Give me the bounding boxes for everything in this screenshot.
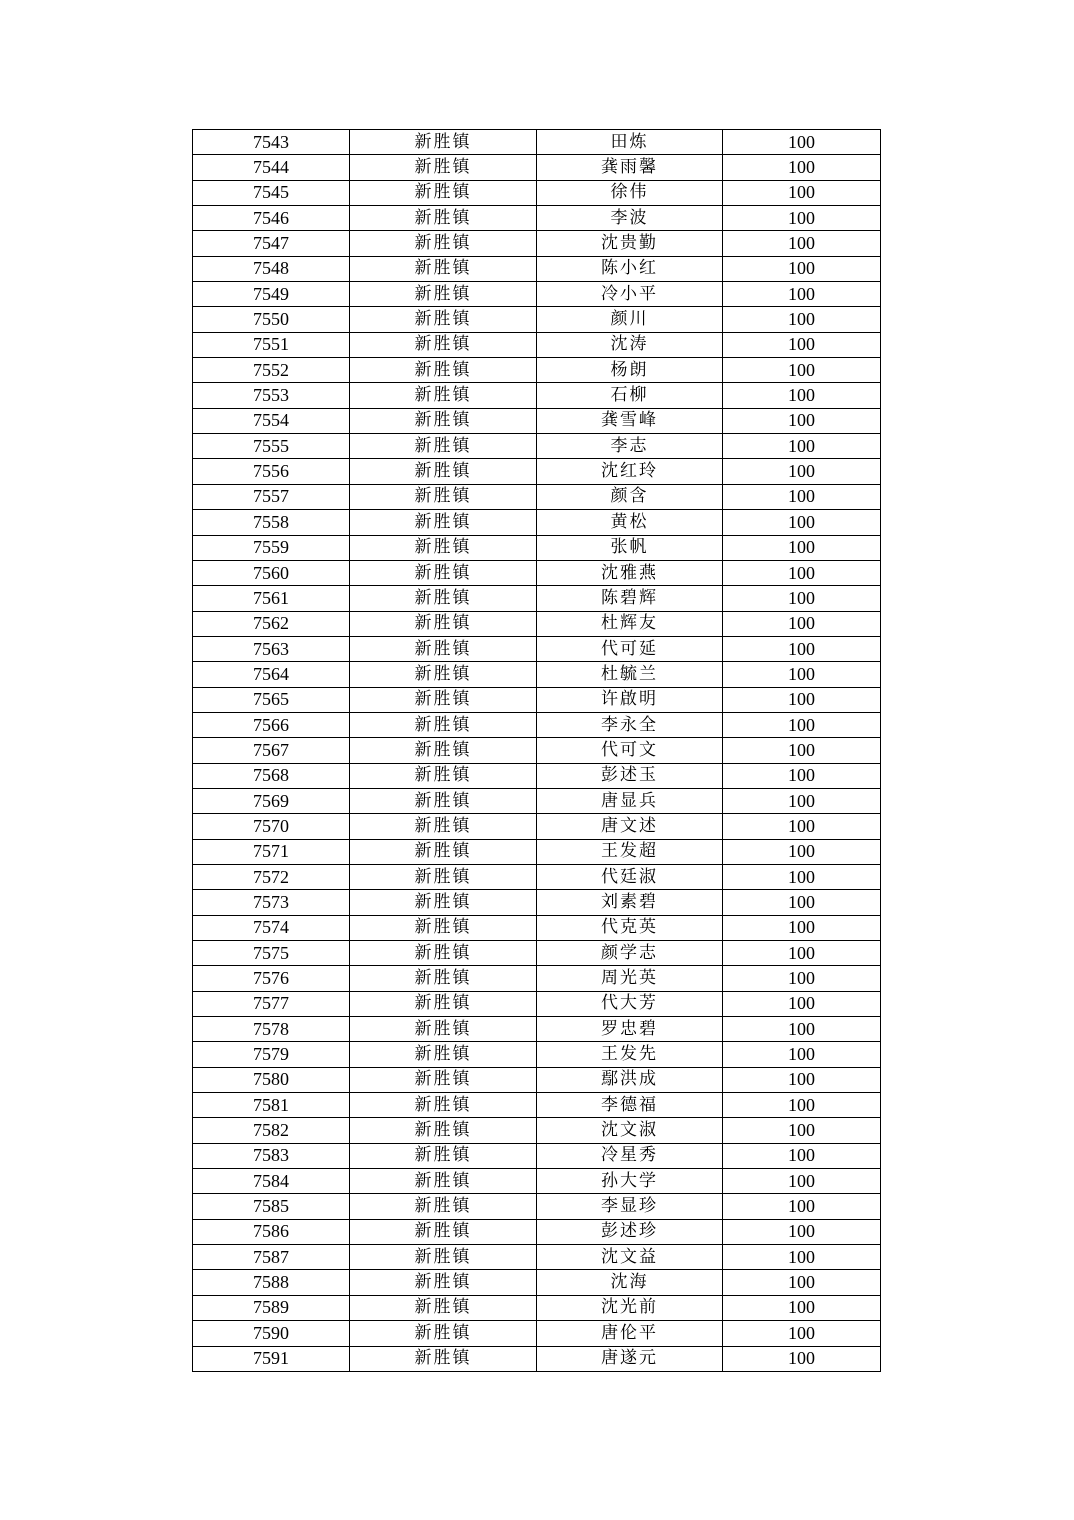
- person-name-cell: 张帆: [537, 535, 723, 560]
- table-row: [193, 1118, 881, 1143]
- row-number-cell: 7586: [193, 1219, 350, 1244]
- row-number-cell: 7571: [193, 839, 350, 864]
- amount-cell: 100: [723, 1270, 881, 1295]
- amount-cell: 100: [723, 611, 881, 636]
- amount-cell: 100: [723, 1118, 881, 1143]
- roster-table-body: [193, 130, 881, 1372]
- table-row: [193, 1017, 881, 1042]
- town-cell: 新胜镇: [350, 459, 537, 484]
- person-name-cell: 沈海: [537, 1270, 723, 1295]
- town-cell: 新胜镇: [350, 890, 537, 915]
- person-name-cell: 李波: [537, 206, 723, 231]
- amount-cell: 100: [723, 206, 881, 231]
- table-row: [193, 1270, 881, 1295]
- town-cell: 新胜镇: [350, 1270, 537, 1295]
- table-row: [193, 890, 881, 915]
- amount-cell: 100: [723, 358, 881, 383]
- row-number-cell: 7563: [193, 636, 350, 661]
- town-cell: 新胜镇: [350, 1219, 537, 1244]
- amount-cell: 100: [723, 991, 881, 1016]
- table-row: [193, 1245, 881, 1270]
- table-row: [193, 814, 881, 839]
- person-name-cell: 龚雪峰: [537, 408, 723, 433]
- amount-cell: 100: [723, 282, 881, 307]
- row-number-cell: 7581: [193, 1093, 350, 1118]
- table-row: [193, 408, 881, 433]
- table-row: [193, 941, 881, 966]
- person-name-cell: 徐伟: [537, 180, 723, 205]
- table-row: [193, 1295, 881, 1320]
- row-number-cell: 7565: [193, 687, 350, 712]
- table-row: [193, 788, 881, 813]
- town-cell: 新胜镇: [350, 1169, 537, 1194]
- table-row: [193, 763, 881, 788]
- table-row: [193, 231, 881, 256]
- amount-cell: 100: [723, 941, 881, 966]
- table-row: [193, 434, 881, 459]
- row-number-cell: 7572: [193, 864, 350, 889]
- town-cell: 新胜镇: [350, 915, 537, 940]
- amount-cell: 100: [723, 155, 881, 180]
- table-row: [193, 611, 881, 636]
- town-cell: 新胜镇: [350, 839, 537, 864]
- person-name-cell: 李德福: [537, 1093, 723, 1118]
- table-row: [193, 256, 881, 281]
- person-name-cell: 李志: [537, 434, 723, 459]
- town-cell: 新胜镇: [350, 130, 537, 155]
- town-cell: 新胜镇: [350, 788, 537, 813]
- amount-cell: 100: [723, 560, 881, 585]
- row-number-cell: 7546: [193, 206, 350, 231]
- table-row: [193, 1169, 881, 1194]
- town-cell: 新胜镇: [350, 1245, 537, 1270]
- person-name-cell: 杜辉友: [537, 611, 723, 636]
- row-number-cell: 7556: [193, 459, 350, 484]
- row-number-cell: 7553: [193, 383, 350, 408]
- amount-cell: 100: [723, 256, 881, 281]
- town-cell: 新胜镇: [350, 814, 537, 839]
- amount-cell: 100: [723, 484, 881, 509]
- amount-cell: 100: [723, 332, 881, 357]
- amount-cell: 100: [723, 1042, 881, 1067]
- row-number-cell: 7544: [193, 155, 350, 180]
- table-row: [193, 282, 881, 307]
- town-cell: 新胜镇: [350, 560, 537, 585]
- table-row: [193, 915, 881, 940]
- amount-cell: 100: [723, 1219, 881, 1244]
- amount-cell: 100: [723, 1093, 881, 1118]
- table-row: [193, 180, 881, 205]
- table-row: [193, 535, 881, 560]
- row-number-cell: 7558: [193, 510, 350, 535]
- row-number-cell: 7545: [193, 180, 350, 205]
- amount-cell: 100: [723, 586, 881, 611]
- person-name-cell: 周光英: [537, 966, 723, 991]
- town-cell: 新胜镇: [350, 966, 537, 991]
- table-row: [193, 864, 881, 889]
- row-number-cell: 7557: [193, 484, 350, 509]
- row-number-cell: 7560: [193, 560, 350, 585]
- table-row: [193, 206, 881, 231]
- amount-cell: 100: [723, 763, 881, 788]
- person-name-cell: 沈涛: [537, 332, 723, 357]
- table-row: [193, 484, 881, 509]
- town-cell: 新胜镇: [350, 1118, 537, 1143]
- row-number-cell: 7574: [193, 915, 350, 940]
- person-name-cell: 冷小平: [537, 282, 723, 307]
- row-number-cell: 7577: [193, 991, 350, 1016]
- town-cell: 新胜镇: [350, 383, 537, 408]
- town-cell: 新胜镇: [350, 1295, 537, 1320]
- person-name-cell: 代克英: [537, 915, 723, 940]
- town-cell: 新胜镇: [350, 941, 537, 966]
- town-cell: 新胜镇: [350, 1346, 537, 1371]
- table-row: [193, 636, 881, 661]
- table-row: [193, 155, 881, 180]
- row-number-cell: 7550: [193, 307, 350, 332]
- town-cell: 新胜镇: [350, 1067, 537, 1092]
- row-number-cell: 7569: [193, 788, 350, 813]
- amount-cell: 100: [723, 1017, 881, 1042]
- amount-cell: 100: [723, 864, 881, 889]
- row-number-cell: 7566: [193, 712, 350, 737]
- row-number-cell: 7554: [193, 408, 350, 433]
- row-number-cell: 7549: [193, 282, 350, 307]
- town-cell: 新胜镇: [350, 1194, 537, 1219]
- table-row: [193, 560, 881, 585]
- person-name-cell: 王发超: [537, 839, 723, 864]
- amount-cell: 100: [723, 383, 881, 408]
- person-name-cell: 王发先: [537, 1042, 723, 1067]
- table-row: [193, 383, 881, 408]
- person-name-cell: 田炼: [537, 130, 723, 155]
- person-name-cell: 代可文: [537, 738, 723, 763]
- table-row: [193, 712, 881, 737]
- table-row: [193, 510, 881, 535]
- amount-cell: 100: [723, 307, 881, 332]
- person-name-cell: 沈光前: [537, 1295, 723, 1320]
- row-number-cell: 7588: [193, 1270, 350, 1295]
- town-cell: 新胜镇: [350, 1017, 537, 1042]
- amount-cell: 100: [723, 1143, 881, 1168]
- amount-cell: 100: [723, 1321, 881, 1346]
- town-cell: 新胜镇: [350, 1093, 537, 1118]
- amount-cell: 100: [723, 130, 881, 155]
- amount-cell: 100: [723, 408, 881, 433]
- person-name-cell: 杜毓兰: [537, 662, 723, 687]
- amount-cell: 100: [723, 738, 881, 763]
- person-name-cell: 刘素碧: [537, 890, 723, 915]
- row-number-cell: 7579: [193, 1042, 350, 1067]
- amount-cell: 100: [723, 434, 881, 459]
- table-row: [193, 130, 881, 155]
- amount-cell: 100: [723, 839, 881, 864]
- table-row: [193, 991, 881, 1016]
- amount-cell: 100: [723, 687, 881, 712]
- amount-cell: 100: [723, 1194, 881, 1219]
- person-name-cell: 代可延: [537, 636, 723, 661]
- town-cell: 新胜镇: [350, 738, 537, 763]
- amount-cell: 100: [723, 231, 881, 256]
- row-number-cell: 7555: [193, 434, 350, 459]
- amount-cell: 100: [723, 180, 881, 205]
- amount-cell: 100: [723, 459, 881, 484]
- town-cell: 新胜镇: [350, 636, 537, 661]
- person-name-cell: 石柳: [537, 383, 723, 408]
- row-number-cell: 7552: [193, 358, 350, 383]
- amount-cell: 100: [723, 1295, 881, 1320]
- person-name-cell: 唐伦平: [537, 1321, 723, 1346]
- row-number-cell: 7578: [193, 1017, 350, 1042]
- row-number-cell: 7582: [193, 1118, 350, 1143]
- table-row: [193, 307, 881, 332]
- amount-cell: 100: [723, 890, 881, 915]
- town-cell: 新胜镇: [350, 408, 537, 433]
- person-name-cell: 代廷淑: [537, 864, 723, 889]
- amount-cell: 100: [723, 712, 881, 737]
- row-number-cell: 7584: [193, 1169, 350, 1194]
- town-cell: 新胜镇: [350, 282, 537, 307]
- amount-cell: 100: [723, 814, 881, 839]
- amount-cell: 100: [723, 535, 881, 560]
- table-row: [193, 1346, 881, 1371]
- person-name-cell: 沈贵勤: [537, 231, 723, 256]
- person-name-cell: 颜含: [537, 484, 723, 509]
- person-name-cell: 唐显兵: [537, 788, 723, 813]
- amount-cell: 100: [723, 1346, 881, 1371]
- amount-cell: 100: [723, 510, 881, 535]
- town-cell: 新胜镇: [350, 358, 537, 383]
- table-row: [193, 966, 881, 991]
- person-name-cell: 鄢洪成: [537, 1067, 723, 1092]
- table-row: [193, 332, 881, 357]
- person-name-cell: 杨朗: [537, 358, 723, 383]
- town-cell: 新胜镇: [350, 864, 537, 889]
- row-number-cell: 7587: [193, 1245, 350, 1270]
- town-cell: 新胜镇: [350, 535, 537, 560]
- town-cell: 新胜镇: [350, 1042, 537, 1067]
- town-cell: 新胜镇: [350, 712, 537, 737]
- person-name-cell: 黄松: [537, 510, 723, 535]
- town-cell: 新胜镇: [350, 332, 537, 357]
- town-cell: 新胜镇: [350, 991, 537, 1016]
- row-number-cell: 7590: [193, 1321, 350, 1346]
- row-number-cell: 7576: [193, 966, 350, 991]
- amount-cell: 100: [723, 788, 881, 813]
- row-number-cell: 7551: [193, 332, 350, 357]
- row-number-cell: 7548: [193, 256, 350, 281]
- person-name-cell: 彭述玉: [537, 763, 723, 788]
- town-cell: 新胜镇: [350, 763, 537, 788]
- person-name-cell: 李永全: [537, 712, 723, 737]
- table-row: [193, 1219, 881, 1244]
- table-row: [193, 459, 881, 484]
- town-cell: 新胜镇: [350, 155, 537, 180]
- row-number-cell: 7559: [193, 535, 350, 560]
- person-name-cell: 罗忠碧: [537, 1017, 723, 1042]
- town-cell: 新胜镇: [350, 1321, 537, 1346]
- table-row: [193, 687, 881, 712]
- row-number-cell: 7585: [193, 1194, 350, 1219]
- row-number-cell: 7580: [193, 1067, 350, 1092]
- table-row: [193, 1194, 881, 1219]
- table-row: [193, 1042, 881, 1067]
- person-name-cell: 代大芳: [537, 991, 723, 1016]
- table-row: [193, 738, 881, 763]
- roster-table: [192, 129, 881, 1372]
- table-row: [193, 662, 881, 687]
- row-number-cell: 7568: [193, 763, 350, 788]
- person-name-cell: 许啟明: [537, 687, 723, 712]
- person-name-cell: 颜川: [537, 307, 723, 332]
- row-number-cell: 7562: [193, 611, 350, 636]
- town-cell: 新胜镇: [350, 206, 537, 231]
- row-number-cell: 7567: [193, 738, 350, 763]
- amount-cell: 100: [723, 1169, 881, 1194]
- row-number-cell: 7543: [193, 130, 350, 155]
- town-cell: 新胜镇: [350, 662, 537, 687]
- row-number-cell: 7564: [193, 662, 350, 687]
- town-cell: 新胜镇: [350, 307, 537, 332]
- person-name-cell: 唐遂元: [537, 1346, 723, 1371]
- amount-cell: 100: [723, 1245, 881, 1270]
- town-cell: 新胜镇: [350, 256, 537, 281]
- table-row: [193, 1067, 881, 1092]
- row-number-cell: 7570: [193, 814, 350, 839]
- person-name-cell: 陈小红: [537, 256, 723, 281]
- amount-cell: 100: [723, 662, 881, 687]
- row-number-cell: 7575: [193, 941, 350, 966]
- person-name-cell: 陈碧辉: [537, 586, 723, 611]
- town-cell: 新胜镇: [350, 434, 537, 459]
- person-name-cell: 沈雅燕: [537, 560, 723, 585]
- row-number-cell: 7561: [193, 586, 350, 611]
- town-cell: 新胜镇: [350, 231, 537, 256]
- table-row: [193, 1143, 881, 1168]
- amount-cell: 100: [723, 966, 881, 991]
- town-cell: 新胜镇: [350, 1143, 537, 1168]
- amount-cell: 100: [723, 1067, 881, 1092]
- row-number-cell: 7583: [193, 1143, 350, 1168]
- person-name-cell: 沈文益: [537, 1245, 723, 1270]
- person-name-cell: 李显珍: [537, 1194, 723, 1219]
- person-name-cell: 冷星秀: [537, 1143, 723, 1168]
- person-name-cell: 孙大学: [537, 1169, 723, 1194]
- person-name-cell: 沈文淑: [537, 1118, 723, 1143]
- table-row: [193, 1093, 881, 1118]
- town-cell: 新胜镇: [350, 687, 537, 712]
- table-row: [193, 839, 881, 864]
- person-name-cell: 唐文述: [537, 814, 723, 839]
- person-name-cell: 颜学志: [537, 941, 723, 966]
- town-cell: 新胜镇: [350, 484, 537, 509]
- amount-cell: 100: [723, 636, 881, 661]
- row-number-cell: 7591: [193, 1346, 350, 1371]
- amount-cell: 100: [723, 915, 881, 940]
- table-row: [193, 1321, 881, 1346]
- table-row: [193, 586, 881, 611]
- town-cell: 新胜镇: [350, 180, 537, 205]
- town-cell: 新胜镇: [350, 586, 537, 611]
- row-number-cell: 7589: [193, 1295, 350, 1320]
- town-cell: 新胜镇: [350, 611, 537, 636]
- table-row: [193, 358, 881, 383]
- town-cell: 新胜镇: [350, 510, 537, 535]
- row-number-cell: 7547: [193, 231, 350, 256]
- row-number-cell: 7573: [193, 890, 350, 915]
- person-name-cell: 彭述珍: [537, 1219, 723, 1244]
- person-name-cell: 沈红玲: [537, 459, 723, 484]
- person-name-cell: 龚雨馨: [537, 155, 723, 180]
